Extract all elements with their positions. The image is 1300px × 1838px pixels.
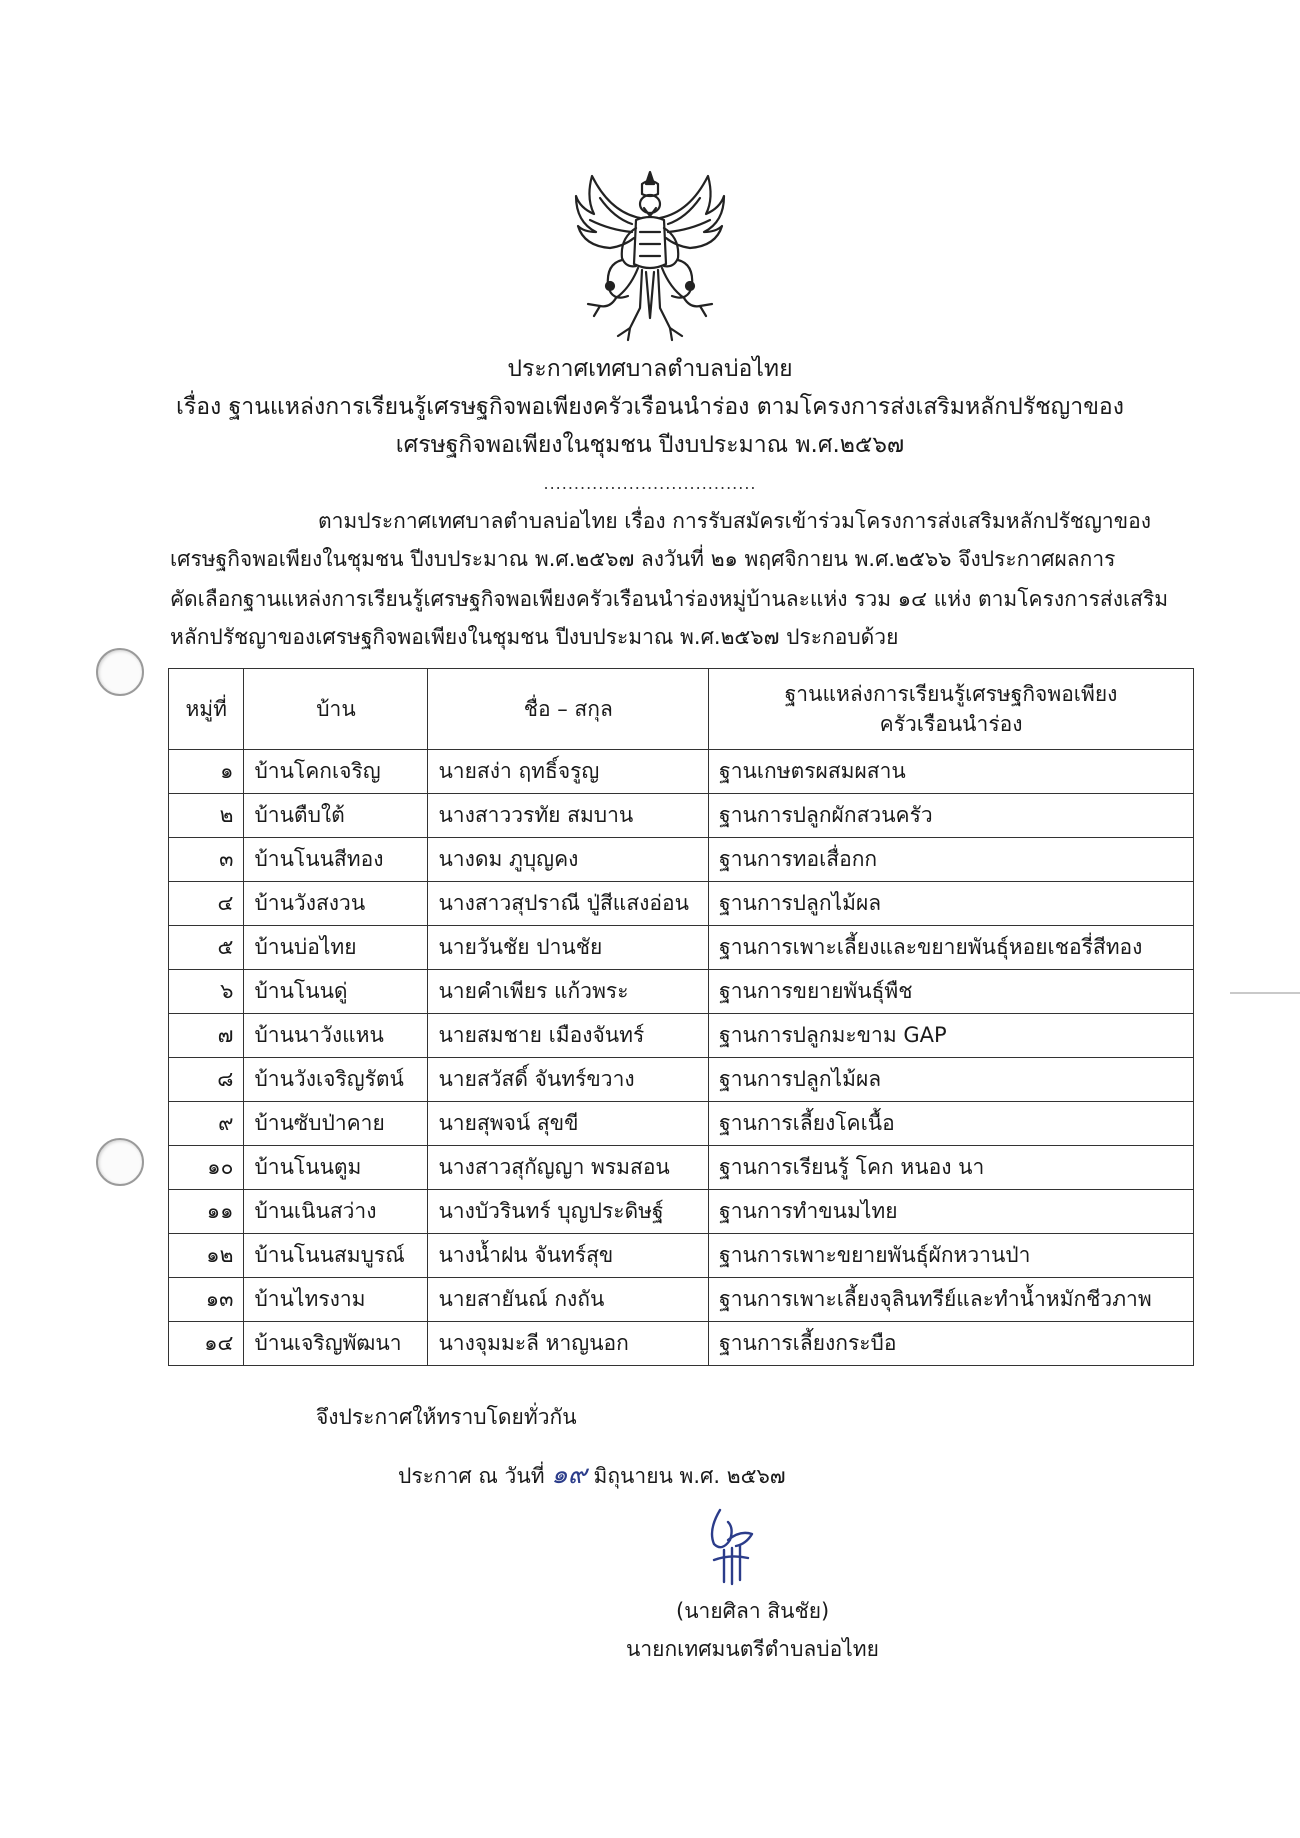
cell-name: นายสง่า ฤทธิ์จรูญ <box>428 750 709 794</box>
cell-name: นางจุมมะลี หาญนอก <box>428 1322 709 1366</box>
cell-base: ฐานการเลี้ยงโคเนื้อ <box>709 1102 1194 1146</box>
cell-village: บ้านวังสงวน <box>244 882 428 926</box>
cell-base: ฐานการปลูกไม้ผล <box>709 882 1194 926</box>
cell-name: นางดม ภูบุญคง <box>428 838 709 882</box>
cell-name: นางสาววรทัย สมบาน <box>428 794 709 838</box>
cell-village: บ้านวังเจริญรัตน์ <box>244 1058 428 1102</box>
cell-name: นางบัวรินทร์ บุญประดิษฐ์ <box>428 1190 709 1234</box>
cell-name: นายสุพจน์ สุขขี <box>428 1102 709 1146</box>
announcement-subject-line2: เศรษฐกิจพอเพียงในชุมชน ปีงบประมาณ พ.ศ.๒๕๖๗ <box>395 432 905 458</box>
cell-name: นายสมชาย เมืองจันทร์ <box>428 1014 709 1058</box>
cell-moo: ๑๑ <box>169 1190 244 1234</box>
cell-moo: ๔ <box>169 882 244 926</box>
table-row <box>169 1146 1194 1190</box>
cell-moo: ๙ <box>169 1102 244 1146</box>
cell-base: ฐานการปลูกไม้ผล <box>709 1058 1194 1102</box>
header-base <box>709 669 1194 750</box>
cell-moo: ๑๐ <box>169 1146 244 1190</box>
cell-base: ฐานการเลี้ยงกระบือ <box>709 1322 1194 1366</box>
cell-name: นายสวัสดิ์ จันทร์ขวาง <box>428 1058 709 1102</box>
table-row <box>169 1014 1194 1058</box>
learning-centers-table <box>168 668 1194 1366</box>
cell-village: บ้านเนินสว่าง <box>244 1190 428 1234</box>
table-row <box>169 1278 1194 1322</box>
cell-village: บ้านไทรงาม <box>244 1278 428 1322</box>
header-village: บ้าน <box>244 669 428 750</box>
cell-moo: ๕ <box>169 926 244 970</box>
cell-village: บ้านตืบใต้ <box>244 794 428 838</box>
body-line-1: ตามประกาศเทศบาลตำบลบ่อไทย เรื่อง การรับสมัครเข้าร่วมโครงการส่งเสริมหลักปรัชญาของ <box>318 509 1151 533</box>
cell-name: นายวันชัย ปานชัย <box>428 926 709 970</box>
table-header-row <box>169 669 1194 750</box>
table-row <box>169 1058 1194 1102</box>
cell-base: ฐานการเพาะเลี้ยงและขยายพันธุ์หอยเชอรี่สีทอง <box>709 926 1194 970</box>
table-row <box>169 794 1194 838</box>
scan-artifact-line <box>1230 992 1300 994</box>
cell-village: บ้านโนนตูม <box>244 1146 428 1190</box>
signature-icon <box>700 1500 770 1590</box>
signer-title: นายกเทศมนตรีตำบลบ่อไทย <box>626 1637 879 1661</box>
announcement-issuer: ประกาศเทศบาลตำบลบ่อไทย <box>507 356 793 382</box>
table-row <box>169 882 1194 926</box>
cell-base: ฐานการทอเสื่อกก <box>709 838 1194 882</box>
cell-village: บ้านบ่อไทย <box>244 926 428 970</box>
separator-dots: ................................... <box>543 474 757 493</box>
cell-base: ฐานเกษตรผสมผสาน <box>709 750 1194 794</box>
cell-village: บ้านโนนดู่ <box>244 970 428 1014</box>
punch-hole-bottom <box>96 1138 144 1186</box>
cell-village: บ้านโนนสมบูรณ์ <box>244 1234 428 1278</box>
cell-base: ฐานการเพาะขยายพันธุ์ผักหวานป่า <box>709 1234 1194 1278</box>
cell-moo: ๑๓ <box>169 1278 244 1322</box>
cell-name: นางน้ำฝน จันทร์สุข <box>428 1234 709 1278</box>
cell-village: บ้านเจริญพัฒนา <box>244 1322 428 1366</box>
cell-base: ฐานการเรียนรู้ โคก หนอง นา <box>709 1146 1194 1190</box>
cell-base: ฐานการขยายพันธุ์พืช <box>709 970 1194 1014</box>
cell-moo: ๖ <box>169 970 244 1014</box>
table-row <box>169 1322 1194 1366</box>
body-line-2: เศรษฐกิจพอเพียงในชุมชน ปีงบประมาณ พ.ศ.๒๕๖๗ ลงวันที่ ๒๑ พฤศจิกายน พ.ศ.๒๕๖๖ จึงประกาศผลการ <box>170 547 1116 571</box>
cell-name: นางสาวสุกัญญา พรมสอน <box>428 1146 709 1190</box>
cell-base: ฐานการทำขนมไทย <box>709 1190 1194 1234</box>
table-row <box>169 1234 1194 1278</box>
cell-village: บ้านโนนสีทอง <box>244 838 428 882</box>
cell-moo: ๑๔ <box>169 1322 244 1366</box>
cell-moo: ๑๒ <box>169 1234 244 1278</box>
punch-hole-top <box>96 648 144 696</box>
header-name: ชื่อ – สกุล <box>428 669 709 750</box>
signer-name: (นายศิลา สินชัย) <box>676 1599 830 1623</box>
garuda-emblem-icon <box>570 168 730 343</box>
cell-name: นายสายันณ์ กงถัน <box>428 1278 709 1322</box>
cell-moo: ๗ <box>169 1014 244 1058</box>
cell-village: บ้านซับป่าคาย <box>244 1102 428 1146</box>
date-prefix: ประกาศ ณ วันที่ <box>398 1464 545 1488</box>
announcement-subject-line1: เรื่อง ฐานแหล่งการเรียนรู้เศรษฐกิจพอเพียงครัวเรือนนำร่อง ตามโครงการส่งเสริมหลักปรัชญาของ <box>176 394 1124 420</box>
table-row <box>169 1102 1194 1146</box>
cell-moo: ๘ <box>169 1058 244 1102</box>
table-row <box>169 926 1194 970</box>
closing-notice: จึงประกาศให้ทราบโดยทั่วกัน <box>316 1405 577 1429</box>
cell-base: ฐานการเพาะเลี้ยงจุลินทรีย์และทำน้ำหมักชีวภาพ <box>709 1278 1194 1322</box>
body-line-3: คัดเลือกฐานแหล่งการเรียนรู้เศรษฐกิจพอเพียงครัวเรือนนำร่องหมู่บ้านละแห่ง รวม ๑๔ แห่ง ตามโครงการส่งเสริม <box>170 587 1169 611</box>
cell-village: บ้านนาวังแหน <box>244 1014 428 1058</box>
table-row <box>169 750 1194 794</box>
table-row <box>169 970 1194 1014</box>
table-row <box>169 838 1194 882</box>
body-line-4: หลักปรัชญาของเศรษฐกิจพอเพียงในชุมชน ปีงบประมาณ พ.ศ.๒๕๖๗ ประกอบด้วย <box>170 625 899 649</box>
cell-village: บ้านโคกเจริญ <box>244 750 428 794</box>
date-day-handwritten: ๑๙ <box>551 1460 587 1490</box>
cell-moo: ๑ <box>169 750 244 794</box>
cell-moo: ๒ <box>169 794 244 838</box>
cell-name: นายคำเพียร แก้วพระ <box>428 970 709 1014</box>
date-suffix: มิถุนายน พ.ศ. ๒๕๖๗ <box>593 1464 786 1488</box>
cell-base: ฐานการปลูกมะขาม GAP <box>709 1014 1194 1058</box>
cell-name: นางสาวสุปราณี ปู่สีแสงอ่อน <box>428 882 709 926</box>
header-base-line2: ครัวเรือนนำร่อง <box>879 712 1023 736</box>
header-moo: หมู่ที่ <box>169 669 244 750</box>
header-base-line1: ฐานแหล่งการเรียนรู้เศรษฐกิจพอเพียง <box>784 682 1118 706</box>
table-row <box>169 1190 1194 1234</box>
announcement-date <box>398 1460 786 1491</box>
cell-base: ฐานการปลูกผักสวนครัว <box>709 794 1194 838</box>
cell-moo: ๓ <box>169 838 244 882</box>
